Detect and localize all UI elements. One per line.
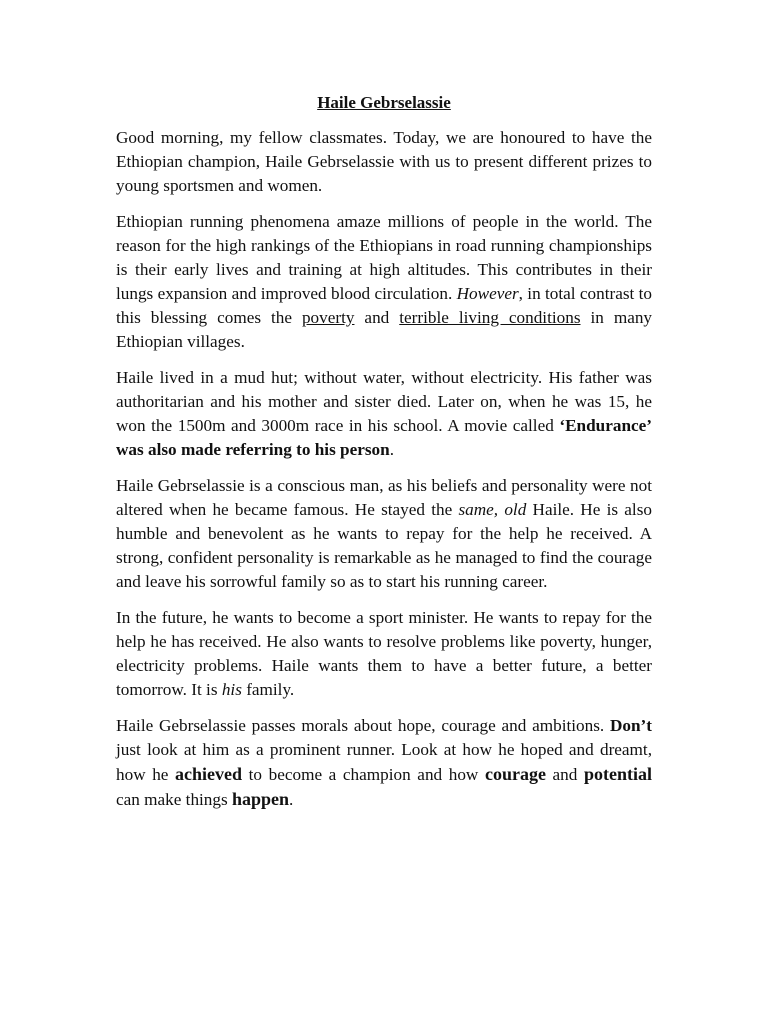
paragraph-text: , in total contrast to this blessing comes the [116, 284, 653, 327]
paragraph-running-phenomena [116, 210, 652, 354]
paragraph-greeting [116, 126, 652, 198]
paragraph-text: can make things [116, 790, 232, 809]
paragraph-text: Good morning, my fellow classmates. Today, we are honoured to have the Ethiopian champion, Haile Gebrselassie with us to present different prizes to young sportsmen and women. [116, 128, 652, 195]
bold-endurance-movie: ‘Endurance’ was also made referring to his person [116, 416, 652, 459]
italic-his: his [221, 680, 242, 699]
underlined-terrible-living-conditions: terrible living conditions [399, 308, 581, 327]
paragraph-text: In the future, he wants to become a sport minister. He wants to repay for the help he has received. He also wants to resolve problems like poverty, hunger, electricity problems. Haile wants them to have a better future, a better tomorrow. It is [116, 608, 652, 699]
paragraph-text: . [389, 440, 395, 459]
underlined-poverty: poverty [301, 308, 355, 327]
paragraph-personality [116, 474, 652, 594]
paragraph-morals [116, 714, 652, 812]
paragraph-text: Haile Gebrselassie is a conscious man, as his beliefs and personality were not altered when he became famous. He stayed the [116, 476, 652, 519]
bold-achieved: achieved [175, 764, 243, 784]
paragraph-text: Haile lived in a mud hut; without water, without electricity. His father was authoritarian and his mother and sister died. Later on, when he was 15, he won the 1500m and 3000m race in his school. A movie called [116, 368, 652, 435]
paragraph-text: and [354, 308, 400, 327]
document-page [116, 92, 652, 824]
bold-dont: Don’t [609, 716, 652, 735]
paragraph-text: Ethiopian running phenomena amaze millions of people in the world. The reason for the high rankings of the Ethiopians in road running championships is their early lives and training at high altitudes. This contributes in their lungs expansion and improved blood circulation. [116, 212, 652, 303]
bold-courage: courage [484, 764, 546, 784]
paragraph-text: Haile. He is also humble and benevolent as he wants to repay for the help he received. A strong, confident personality is remarkable as he managed to find the courage and leave his sorrowful family so as to start his running career. [116, 500, 652, 591]
italic-however: However [456, 284, 519, 303]
document-title: Haile Gebrselassie [317, 93, 451, 112]
bold-potential: potential [583, 764, 652, 784]
paragraph-text: Haile Gebrselassie passes morals about hope, courage and ambitions. [116, 716, 610, 735]
paragraph-text: family. [241, 680, 295, 699]
paragraph-text: to become a champion and how [242, 765, 485, 784]
paragraph-text: in many Ethiopian villages. [116, 308, 653, 351]
paragraph-text: just look at him as a prominent runner. Look at how he hoped and dreamt, how he [116, 740, 652, 784]
paragraph-early-life [116, 366, 652, 462]
paragraph-text: . [289, 790, 294, 809]
bold-happen: happen [231, 789, 290, 809]
italic-same-old: same, old [458, 500, 527, 519]
paragraph-future [116, 606, 652, 702]
paragraph-text: and [545, 765, 584, 784]
